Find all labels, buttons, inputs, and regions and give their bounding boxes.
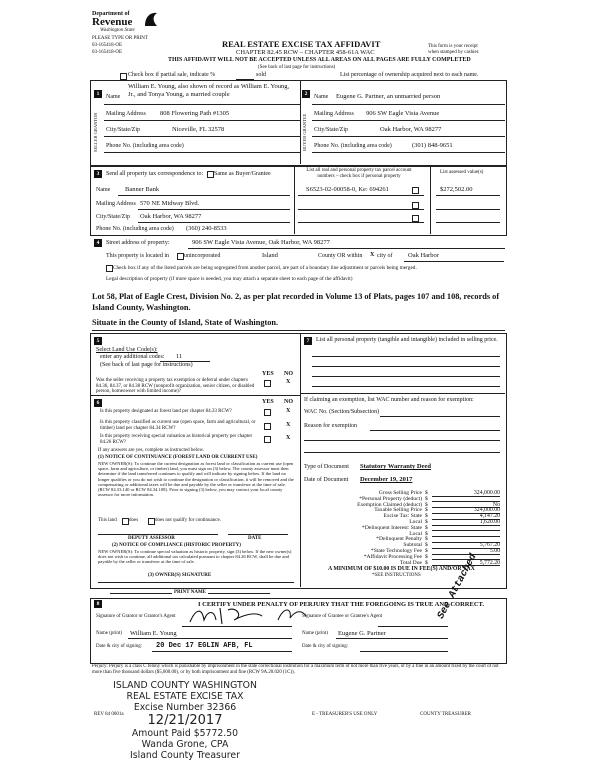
tax-line-dollar: $ xyxy=(425,542,428,549)
certify-statement: I CERTIFY UNDER PENALTY OF PERJURY THAT THE FOREGOING IS TRUE AND CORRECT. xyxy=(198,601,485,608)
corr-address-label: Mailing Address xyxy=(96,201,136,207)
land-use-label: Select Land Use Code(s): xyxy=(96,347,158,353)
section-2-number: 2 xyxy=(302,90,310,98)
county-label: County OR within xyxy=(318,253,363,259)
parcel-number[interactable]: S6523-02-00058-0, Ke: 694261 xyxy=(306,186,389,193)
seller-city-label: City/State/Zip xyxy=(106,127,140,133)
no-header-5: NO xyxy=(284,371,293,377)
buyer-phone-label: Phone No. (including area code) xyxy=(314,143,392,149)
current-use-question: Is this property classified as current use (open space, farm and agricultural, or timber) land per chapter 84.34 RCW? xyxy=(100,420,256,431)
corr-name-label: Name xyxy=(96,187,111,193)
tax-line-dollar: $ xyxy=(425,495,428,502)
tax-line-label: Exemption Claimed (deduct) xyxy=(357,501,422,508)
buyer-city-label: City/State/Zip xyxy=(314,127,348,133)
exemption-claim-label: If claiming an exemption, list WAC number and reason for exemption: xyxy=(304,397,474,403)
street-address[interactable]: 906 SW Eagle Vista Avenue, Oak Harbor, WA 98277 xyxy=(192,239,330,246)
corr-city[interactable]: Oak Harbor, WA 98277 xyxy=(140,213,202,220)
section-7-number: 7 xyxy=(304,337,312,345)
buyer-name[interactable]: Eugene G. Partner, an unmarried person xyxy=(336,93,441,100)
yes-header-6: YES xyxy=(262,399,274,405)
tax-line-dollar: $ xyxy=(425,490,428,496)
tax-line-label: *Personal Property (deduct) xyxy=(359,495,422,502)
tax-line-label: Gross Selling Price xyxy=(378,490,422,496)
section-3-number: 3 xyxy=(94,170,102,178)
personal-property-checkbox[interactable] xyxy=(412,187,419,194)
stamp-line-5: Amount Paid $5772.50 xyxy=(131,728,239,739)
deputy-date-label: DATE xyxy=(248,536,262,541)
notice-compliance-title: (2) NOTICE OF COMPLIANCE (HISTORIC PROPERTY) xyxy=(112,543,241,548)
tax-line-dollar: $ xyxy=(425,501,428,508)
receipt-note-1: This form is your receipt xyxy=(428,44,478,49)
tax-line-value[interactable]: 4,147.20 xyxy=(479,513,500,520)
form-warning: THIS AFFIDAVIT WILL NOT BE ACCEPTED UNLESS ALL AREAS ON ALL PAGES ARE FULLY COMPLETED xyxy=(168,57,471,63)
tax-line-underline xyxy=(432,525,500,526)
perjury-warning: Perjury: Perjury is a class C felony which is punishable by imprisonment in the state correctional institution for a maximum term of not more than five years, or by a fine in an amount fixed by the court of not more than five thousand dollars ($5,000.00), or by both imprisonment and fine (RCW 9A.20.020 (1C)). xyxy=(92,664,499,675)
no-header-6: NO xyxy=(284,399,293,405)
section-4-number: 4 xyxy=(94,239,102,247)
tax-line-dollar: $ xyxy=(425,559,428,566)
historic-yes[interactable] xyxy=(264,436,271,443)
grantee-signature-label: Signature of Grantee or Grantee's Agent xyxy=(302,614,383,619)
grantor-signature-label: Signature of Grantor or Grantor's Agent xyxy=(96,614,176,619)
print-name-label: PRINT NAME xyxy=(174,590,206,595)
grantee-name[interactable]: Eugene G. Partner xyxy=(338,630,386,637)
grantee-name-label: Name (print) xyxy=(302,631,328,636)
seller-exemption-no[interactable]: X xyxy=(286,379,291,385)
grantor-signature-icon xyxy=(186,604,266,626)
current-use-yes[interactable] xyxy=(264,423,271,430)
forest-land-yes[interactable] xyxy=(264,409,271,416)
section-8-number: 8 xyxy=(94,600,102,608)
does-not-qualify-checkbox[interactable] xyxy=(148,518,155,525)
owner-signature-label: (3) OWNER(S) SIGNATURE xyxy=(148,573,212,578)
historic-question: Is this property receiving special valuation as historical property per chapter 84.26 RCW? xyxy=(100,434,253,445)
buyer-name-label: Name xyxy=(314,94,329,100)
parcel-heading: List all real and personal property tax parcel account numbers – check box if personal property xyxy=(306,168,412,179)
section-5-number: 5 xyxy=(94,337,102,345)
washington-logo-icon xyxy=(143,10,159,28)
forest-land-no[interactable]: X xyxy=(286,408,291,414)
personal-property-checkbox-3[interactable] xyxy=(412,215,419,222)
assessed-value[interactable]: $272,502.00 xyxy=(440,186,473,193)
grantor-name[interactable]: William E. Young xyxy=(130,630,177,637)
tax-line-value[interactable]: 5,772.20 xyxy=(479,559,500,566)
grantee-signature-icon xyxy=(276,604,310,624)
receipt-note-2: when stamped by cashier. xyxy=(428,50,480,55)
doc-type[interactable]: Statutory Warranty Deed xyxy=(360,463,432,470)
personal-property-label: List all personal property (tangible and intangible) included in selling price. xyxy=(316,337,498,343)
legal-note: Legal description of property (if more space is needed, you may attach a separate sheet to each page of the affidavit) xyxy=(106,276,353,282)
stamp-line-1: ISLAND COUNTY WASHINGTON xyxy=(113,680,257,691)
assessed-heading: List assessed value(s) xyxy=(440,170,484,175)
same-as-buyer-label: Same as Buyer/Grantee xyxy=(214,171,271,177)
doc-date[interactable]: December 19, 2017 xyxy=(360,476,413,483)
doc-date-label: Date of Document xyxy=(304,477,349,483)
seller-address[interactable]: 808 Flowering Path #1305 xyxy=(160,110,230,117)
minimum-due: A MINIMUM OF $10.00 IS DUE IN FEE(S) AND/OR TAX xyxy=(328,566,475,572)
seller-name[interactable]: William E. Young, also shown of record as William E. Young, Jr., and Tonya Young, a married couple xyxy=(128,83,290,98)
land-use-code[interactable]: 11 xyxy=(176,353,183,360)
county-value[interactable]: Island xyxy=(262,252,278,259)
stamp-line-2: REAL ESTATE EXCISE TAX xyxy=(126,691,244,702)
tax-line-label: *Affidavit Processing Fee xyxy=(363,553,422,560)
tax-line-underline xyxy=(432,554,500,555)
buyer-phone[interactable]: (301) 848-9651 xyxy=(412,142,453,149)
section-1-number: 1 xyxy=(94,90,102,98)
legal-description[interactable]: Lot 58, Plat of Eagle Crest, Division No. 2, as per plat recorded in Volume 13 of Plats, pages 107 and 108, records of Island County, Washington. xyxy=(92,292,500,312)
legal-situate[interactable]: Situate in the County of Island, State of Washington. xyxy=(92,318,279,327)
same-as-buyer-checkbox[interactable] xyxy=(207,171,214,178)
tax-line-label: Excise Tax: State xyxy=(383,513,422,520)
tax-line-dollar: $ xyxy=(425,513,428,520)
notice-continuance-title: (1) NOTICE OF CONTINUANCE (FOREST LAND OR CURRENT USE) xyxy=(98,455,258,460)
segregated-note: Check box if any of the listed parcels are being segregated from another parcel, are part of a boundary line adjustment or parcels being merged. xyxy=(113,265,417,271)
see-back: (See back of last page for instructions) xyxy=(258,65,336,70)
tax-line-dollar: $ xyxy=(425,548,428,554)
see-instructions: *SEE INSTRUCTIONS xyxy=(372,573,421,578)
tax-line-dollar: $ xyxy=(425,519,428,525)
city-of-label: city of xyxy=(377,253,393,259)
stamp-line-4: 12/21/2017 xyxy=(147,713,223,728)
tax-line-label: Taxable Selling Price xyxy=(374,507,422,514)
deputy-assessor-label: DEPUTY ASSESSOR xyxy=(128,536,175,541)
additional-codes-label: enter any additional codes: xyxy=(100,354,165,360)
grantor-name-label: Name (print) xyxy=(96,631,122,636)
city-value[interactable]: Oak Harbor xyxy=(408,252,439,259)
see-attached-note: See Attached xyxy=(436,552,480,622)
tax-line-underline xyxy=(432,496,500,497)
buyer-side-label: BUYER GRANTEE xyxy=(302,113,307,151)
if-yes-note: If any answers are yes, complete as instructed below. xyxy=(98,448,205,453)
corr-phone[interactable]: (360) 240-8533 xyxy=(186,225,227,232)
tax-line-dollar: $ xyxy=(425,530,428,537)
land-does-label: This land xyxy=(98,518,117,523)
tax-line-dollar: $ xyxy=(425,524,428,531)
tax-line-underline xyxy=(432,530,500,531)
personal-property-checkbox-2[interactable] xyxy=(412,202,419,209)
tax-line-value[interactable]: 324,000.00 xyxy=(473,507,500,514)
stamp-line-7: Island County Treasurer xyxy=(130,750,240,761)
tax-line-value[interactable]: 1,620.00 xyxy=(479,519,500,525)
grantor-date-city-label: Date & city of signing: xyxy=(96,644,143,649)
please-type: PLEASE TYPE OR PRINT xyxy=(92,36,148,41)
forest-land-question: Is this property designated as forest land per chapter 84.33 RCW? xyxy=(100,409,232,414)
tax-line-label: Total Due xyxy=(399,559,422,566)
seller-phone-label: Phone No. (including area code) xyxy=(106,143,184,149)
form-code-2: 03-165418-OE xyxy=(92,50,122,55)
tax-line-value[interactable]: No xyxy=(492,501,500,508)
seller-city[interactable]: Niceville, FL 32578 xyxy=(172,126,225,133)
tax-line-value[interactable]: 5,767.20 xyxy=(479,542,500,549)
tax-line-dollar: $ xyxy=(425,507,428,514)
does-not-label: does not qualify for continuance. xyxy=(155,518,221,523)
yes-header-5: YES xyxy=(262,371,274,377)
section-6-number: 6 xyxy=(94,399,102,407)
corr-city-label: City/State/Zip xyxy=(96,214,130,220)
dept-line1: Department of xyxy=(92,11,130,17)
see-back-5: (See back of last page for instructions) xyxy=(100,362,193,368)
historic-no[interactable]: X xyxy=(286,435,291,441)
wac-no-label: WAC No. (Section/Subsection) xyxy=(304,409,380,415)
doc-type-label: Type of Document xyxy=(304,464,349,470)
buyer-address[interactable]: 906 SW Eagle Vista Avenue xyxy=(366,110,440,117)
form-title: REAL ESTATE EXCISE TAX AFFIDAVIT xyxy=(222,39,381,49)
rev-code: REV 84 0001a xyxy=(94,712,124,717)
current-use-no[interactable]: X xyxy=(286,422,291,428)
tax-line-label: *State Technology Fee xyxy=(370,548,422,554)
tax-line-label: *Delinquent Penalty xyxy=(376,536,422,543)
seller-address-label: Mailing Address xyxy=(106,111,146,117)
corr-name[interactable]: Banner Bank xyxy=(125,186,160,193)
grantee-date-city-label: Date & city of signing: xyxy=(302,644,349,649)
tax-line-dollar: $ xyxy=(425,553,428,560)
unincorporated-checkbox[interactable] xyxy=(177,253,184,260)
seller-side-label: SELLER GRANTOR xyxy=(93,112,98,152)
grantor-date-city[interactable]: 20 Dec 17 EGLIN AFB, FL xyxy=(156,642,253,650)
tax-line-dollar: $ xyxy=(425,536,428,543)
does-label: does xyxy=(129,518,139,523)
dept-line3: Washington State xyxy=(100,28,135,33)
dept-line2: Revenue xyxy=(92,16,133,28)
county-treasurer: COUNTY TREASURER xyxy=(420,712,471,717)
buyer-address-label: Mailing Address xyxy=(314,111,354,117)
reason-label: Reason for exemption xyxy=(304,423,357,429)
partial-sold: sold xyxy=(256,72,267,78)
seller-exemption-yes[interactable] xyxy=(264,380,271,387)
located-in-label: This property is located in xyxy=(106,253,169,259)
segregated-checkbox[interactable] xyxy=(106,265,113,272)
tax-line-label: Local xyxy=(409,519,422,525)
tax-line-underline xyxy=(432,501,500,502)
does-qualify-checkbox[interactable] xyxy=(122,518,129,525)
partial-sale-label: Check box if partial sale, indicate % xyxy=(128,72,216,78)
tax-line-label: Subtotal xyxy=(403,542,422,549)
tax-line-value[interactable]: 324,000.00 xyxy=(473,490,500,496)
tax-line-label: *Delinquent Interest: State xyxy=(362,524,422,531)
unincorporated-label: unincorporated xyxy=(184,253,221,259)
notice-compliance-body: NEW OWNER(S): To continue special valuation as historic property, sign (3) below. If the new owner(s) does not wish to continue, all additional tax calculated pursuant to chapter 84.26 RCW, shall be due and payable by the seller or transferor at the time of sale. xyxy=(98,549,292,565)
tax-line-value[interactable]: 5.00 xyxy=(489,548,500,554)
stamp-line-3: Excise Number 32366 xyxy=(133,702,237,713)
partial-sale-checkbox[interactable] xyxy=(120,73,127,80)
seller-name-label: Name xyxy=(106,94,121,100)
stamp-line-6: Wanda Grone, CPA xyxy=(141,739,229,750)
form-code-1: 03-165418-OE xyxy=(92,43,122,48)
form-chapter: CHAPTER 82.45 RCW – CHAPTER 458-61A WAC xyxy=(236,49,375,56)
corr-address[interactable]: 570 NE Midway Blvd. xyxy=(140,200,200,207)
tax-line-label: Local xyxy=(409,530,422,537)
correspondence-heading: Send all property tax correspondence to: xyxy=(106,171,204,177)
street-label: Street address of property: xyxy=(106,240,170,246)
seller-exemption-question: Was the seller receiving a property tax exemption or deferral under chapters 84.36, 84.37, or 84.38 RCW (nonprofit organization, senior citizen, or disabled person, homeowner with limited income)? xyxy=(96,378,255,394)
within-city-mark: X xyxy=(370,252,375,258)
buyer-city[interactable]: Oak Harbor, WA 98277 xyxy=(380,126,442,133)
ownership-note: List percentage of ownership acquired next to each name. xyxy=(340,72,479,78)
corr-phone-label: Phone No. (including area code) xyxy=(96,226,174,232)
treasurer-use-only: E - TREASURER'S USE ONLY xyxy=(312,712,378,717)
notice-continuance-body: NEW OWNER(S): To continue the current designation as forest land or classification as current use (open space, farm and agriculture, or timber) land, you must sign on (3) below. The county assessor must then determine if the land transferred continues to qualify and will indicate by signing below. If the land no longer qualifies or you do not wish to continue the designation or classification, it will be removed and the compensating or additional taxes will be due and payable by the seller or transferor at the time of sale. (RCW 84.33.140 or RCW 84.34.108). Prior to signing (3) below, you may contact your local county assessor for more information. xyxy=(98,461,294,498)
tax-line-underline xyxy=(432,536,500,537)
